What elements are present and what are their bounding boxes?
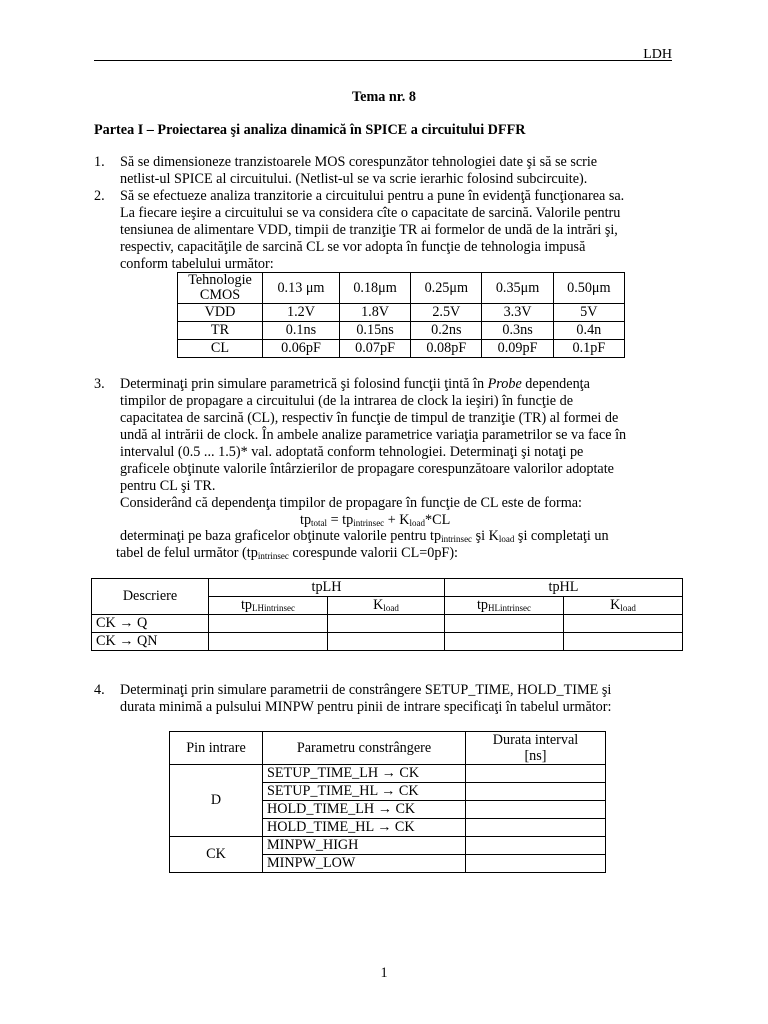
table-cell: D [170,765,263,837]
table-cell: VDD [178,304,263,322]
paragraph-after-formula [120,528,706,545]
header-rule [94,60,672,61]
table-header-cell: Parametru constrângere [263,732,466,765]
page-number: 1 [380,965,388,981]
table-cell [328,633,445,651]
item-number: 4. [94,682,105,698]
table-cell: TR [178,322,263,340]
subscript: total [311,518,328,528]
item-line: intervalul (0.5 ... 1.5)* val. adoptată conform tehnologiei. Determinaţi şi notaţi pe [120,444,584,460]
table-cell: CL [178,340,263,358]
paragraph-after-formula-2 [116,545,702,562]
text-span: tabel de felul următor (tp [116,545,258,561]
table-cell: SETUP_TIME_HL → CK [263,783,466,801]
table-cell [466,855,606,873]
table-cell [466,783,606,801]
table-row [170,837,606,855]
table-cell [209,615,328,633]
table-cell [466,801,606,819]
table-cell: 0.06pF [263,340,340,358]
subscript: intrinsec [441,534,473,544]
table-cell [466,765,606,783]
text-span: Determinaţi prin simulare parametrică şi folosind funcţii ţintă în [120,376,488,392]
table-cell [564,633,683,651]
table-row [178,304,625,322]
table-row [92,633,683,651]
page-header: LDH [643,47,672,62]
subscript: HLintrinsec [488,603,532,613]
item-line [116,545,702,562]
text-span: tp [240,597,253,613]
item-line: Determinaţi prin simulare parametrii de constrângere SETUP_TIME, HOLD_TIME şi [120,682,612,698]
table-cell [328,615,445,633]
table-header-cell: 0.25μm [411,273,482,304]
subscript: intrinsec [257,551,289,561]
table-header-cell: tpLH [209,579,445,597]
item-line: pentru CL şi TR. [120,478,216,494]
text-span: corespunde valorii CL=0pF): [288,545,458,561]
subscript: load [409,518,426,528]
table-cell: SETUP_TIME_LH → CK [263,765,466,783]
table-row [178,340,625,358]
formula [300,512,450,529]
table-header-cell: Durata interval [ns] [466,732,606,765]
table-header-cell [209,597,328,615]
table-row [170,765,606,783]
table-cell: MINPW_HIGH [263,837,466,855]
list-item-4 [94,682,680,716]
table-cell [466,837,606,855]
table-cell: 0.4n [553,322,624,340]
table-header-cell: Pin intrare [170,732,263,765]
table-row [178,322,625,340]
table-cell: 1.2V [263,304,340,322]
list-item-3 [94,376,680,512]
text-span: şi completaţi un [514,528,609,544]
table-cell [209,633,328,651]
table-cell: 0.07pF [339,340,410,358]
table-cell: HOLD_TIME_LH → CK [263,801,466,819]
item-line: Să se dimensioneze tranzistoarele MOS corespunzător tehnologiei date şi să se scrie [120,154,598,170]
table-cell: 0.3ns [482,322,553,340]
table-cell: 1.8V [339,304,410,322]
italic-word: Probe [487,376,522,392]
item-number: 1. [94,154,105,170]
text-span: dependenţa [521,376,590,392]
text-span: şi K [472,528,499,544]
table-cell: 2.5V [411,304,482,322]
text-span: K [373,597,384,613]
item-line: tensiunea de alimentare VDD, timpii de tranziţie TR ai formelor de undă de la intrări şi, [120,222,618,238]
item-line: La fiecare ieşire a circuitului se va considera cîte o capacitate de sarcină. Valorile pentru [120,205,621,221]
text-span: K [610,597,621,613]
table-cell: 0.1ns [263,322,340,340]
table-row [92,615,683,633]
table-cell [564,615,683,633]
subscript: load [383,603,399,613]
page-title: Tema nr. 8 [352,89,416,105]
table-cell [466,819,606,837]
text-span: tp [300,512,312,528]
constraint-table [169,731,606,873]
subscript: intrinsec [353,518,385,528]
text-span: *CL [425,512,451,528]
table-header-cell [564,597,683,615]
item-line [120,528,706,545]
text-span: tp [476,597,489,613]
table-header-cell: Descriere [92,579,209,615]
table-cell: 3.3V [482,304,553,322]
item-line: Considerând că dependenţa timpilor de propagare în funcţie de CL este de forma: [120,495,582,511]
list-item-1 [94,154,680,188]
text-span: determinaţi pe baza graficelor obţinute valorile pentru tp [120,528,442,544]
table-cell: 0.15ns [339,322,410,340]
section-subtitle: Partea I – Proiectarea şi analiza dinamică în SPICE a circuitului DFFR [94,122,526,138]
list-item-2 [94,188,680,273]
item-line: timpilor de propagare a circuitului (de la intrarea de clock la ieşiri) în funcţie de [120,393,574,409]
item-number: 3. [94,376,105,392]
item-line [120,376,680,393]
subscript: LHintrinsec [252,603,296,613]
table-cell: HOLD_TIME_HL → CK [263,819,466,837]
table-cell [445,633,564,651]
technology-table [177,272,625,358]
item-line: undă al intrării de clock. În ambele analize parametrice variaţia parametrilor se va face în [120,427,627,443]
subscript: load [498,534,515,544]
item-line: Să se efectueze analiza tranzitorie a circuitului pentru a pune în evidenţă funcţionarea sa. [120,188,625,204]
table-cell: 0.09pF [482,340,553,358]
table-cell: CK [170,837,263,873]
table-cell: 0.08pF [411,340,482,358]
table-cell: 5V [553,304,624,322]
table-cell: CK → Q [92,615,209,633]
item-number: 2. [94,188,105,204]
table-header-cell: 0.13 μm [263,273,340,304]
item-line: conform tabelului următor: [120,256,274,272]
table-header-cell: 0.18μm [339,273,410,304]
table-header-cell [328,597,445,615]
delay-table [91,578,683,651]
table-cell: 0.1pF [553,340,624,358]
subscript: load [620,603,636,613]
table-header-cell: tpHL [445,579,683,597]
text-span: + K [384,512,410,528]
table-cell: CK → QN [92,633,209,651]
table-cell [445,615,564,633]
table-header-cell: 0.35μm [482,273,553,304]
text-span: = tp [327,512,354,528]
table-cell: MINPW_LOW [263,855,466,873]
table-header-cell: Tehnologie CMOS [178,273,263,304]
item-line: graficele obţinute valorile întârzierilor de propagare corespunzătoare valorilor adoptate [120,461,614,477]
item-line: durata minimă a pulsului MINPW pentru pinii de intrare specificaţi în tabelul următor: [120,699,612,715]
item-line: netlist-ul SPICE al circuitului. (Netlist-ul se va scrie ierarhic folosind subcircuite). [120,171,588,187]
table-header-cell: 0.50μm [553,273,624,304]
item-line: capacitatea de sarcină (CL), respectiv în funcţie de timpul de tranziţie (TR) al formei de [120,410,619,426]
item-line: respectiv, capacităţile de sarcină CL se vor adopta în funcţie de tehnologia impusă [120,239,586,255]
table-cell: 0.2ns [411,322,482,340]
table-header-cell [445,597,564,615]
